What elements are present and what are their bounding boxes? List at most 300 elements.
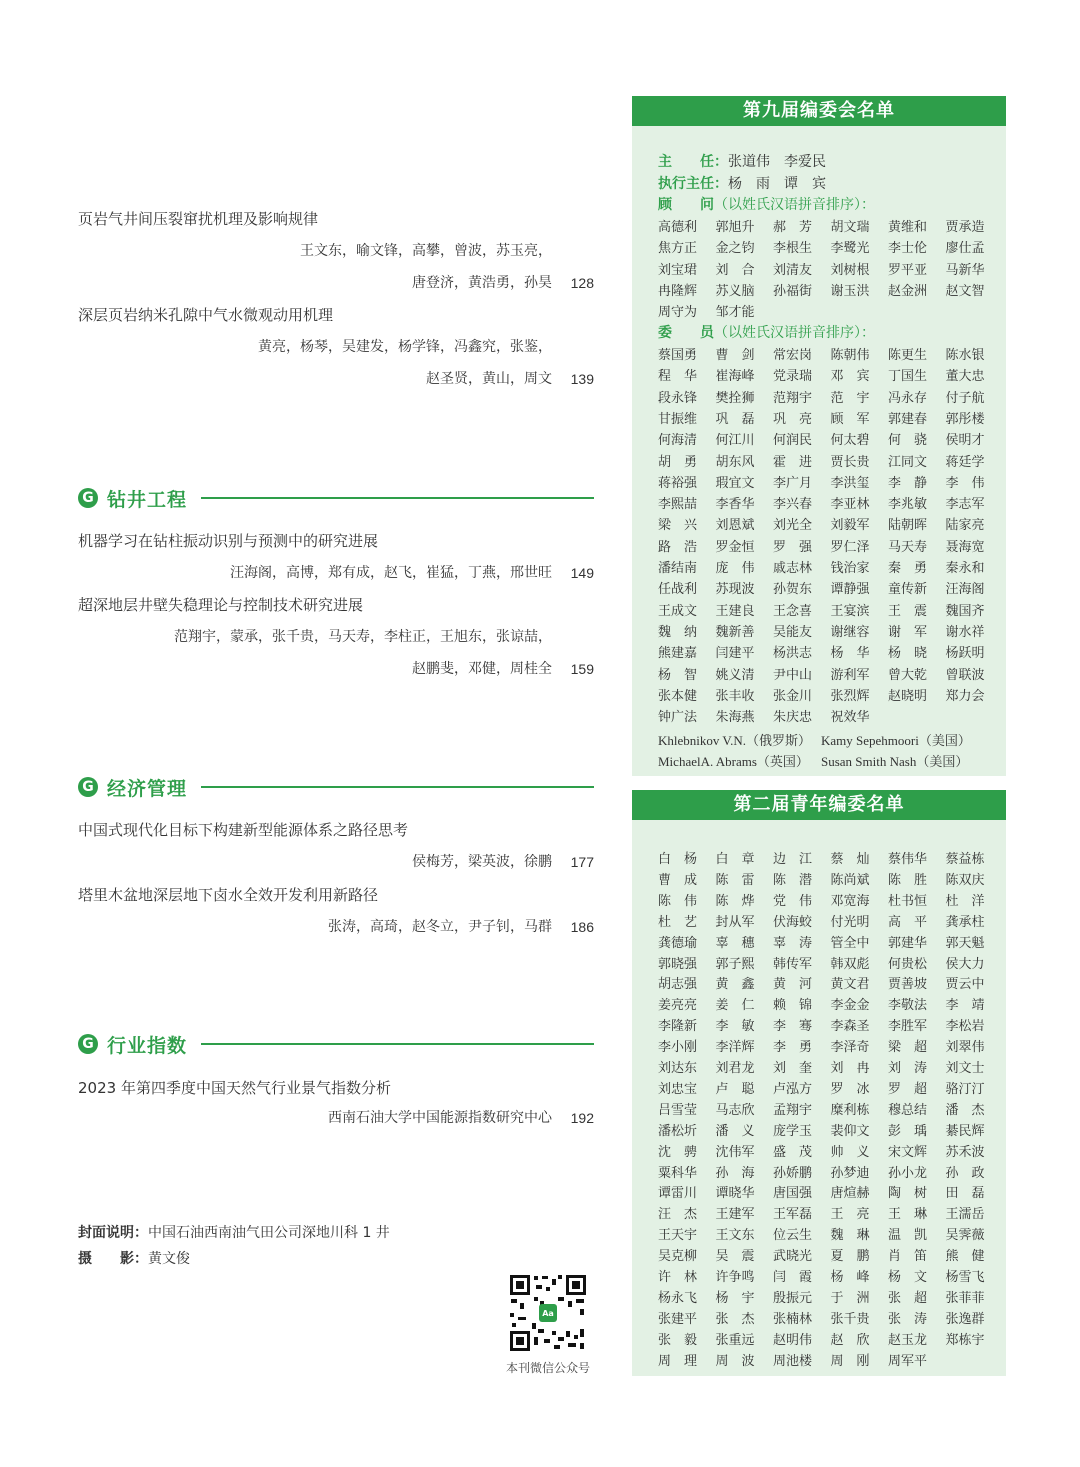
member-name: 帅 义	[830, 1144, 870, 1160]
member-name: 李小刚	[658, 1040, 698, 1056]
member-name: 赖 锦	[773, 998, 813, 1014]
section-divider	[201, 497, 594, 499]
member-name: 潘松圻	[658, 1123, 698, 1139]
section-title: 经济管理	[107, 777, 188, 800]
member-name: 庞 伟	[715, 561, 755, 576]
member-name: 张烈辉	[830, 688, 870, 704]
advisor-label: 顾 问	[658, 197, 714, 213]
member-name: 刘文士	[945, 1061, 985, 1076]
member-name: 夏 鹏	[830, 1249, 870, 1265]
chair-label: 主 任：	[658, 154, 728, 170]
member-name: 何海清	[658, 433, 698, 449]
member-name: 童传新	[888, 582, 928, 598]
member-name: 瑕宜文	[715, 475, 755, 491]
member-name: 宋文辉	[888, 1144, 928, 1160]
section-header	[78, 1030, 594, 1058]
article-page: 159	[570, 661, 594, 677]
member-name: 曹 成	[658, 872, 698, 888]
member-name: 杜 艺	[658, 914, 698, 930]
member-name: 贾长贵	[830, 454, 870, 470]
member-name: 高德利	[658, 220, 698, 235]
member-heading	[658, 323, 875, 343]
member-name: 贾善坡	[888, 977, 928, 993]
member-name: 李志军	[945, 497, 985, 513]
member-name: 杨 宇	[715, 1290, 755, 1306]
member-name: 白 章	[715, 852, 755, 867]
member-name: 郭建春	[888, 411, 928, 427]
member-name: 孙福街	[773, 283, 813, 299]
member-name: 李鹭光	[830, 241, 870, 257]
member-name: 刘忠宝	[658, 1081, 698, 1097]
youth-board-panel	[632, 790, 1006, 1376]
member-name: 贾承造	[945, 220, 985, 235]
article-title[interactable]: 塔里木盆地深层地下卤水全效开发利用新路径	[78, 886, 379, 904]
member-name: 杨 晓	[888, 646, 928, 662]
article-authors	[78, 272, 598, 294]
member-name: 边 江	[773, 852, 813, 867]
member-name: 白 杨	[658, 852, 698, 867]
member-name: 吴克柳	[658, 1249, 698, 1265]
member-name: 孟翔宇	[773, 1102, 813, 1118]
member-name: 秦永和	[945, 561, 985, 576]
article-authors	[78, 851, 598, 873]
member-name: 李敬法	[888, 998, 928, 1014]
member-name: 黄 河	[773, 977, 813, 993]
member-name: 梁 兴	[658, 518, 698, 534]
member-name: 刘宝珺	[658, 262, 698, 278]
member-name: 王宴滨	[830, 603, 870, 619]
member-name: 李隆新	[658, 1019, 698, 1035]
member-name: 杨洪志	[773, 646, 813, 662]
member-name: 周军平	[888, 1353, 928, 1369]
section-g-icon: G	[78, 1034, 98, 1054]
member-name: 吕雪莹	[658, 1102, 698, 1118]
member-name: 赵玉龙	[888, 1332, 928, 1348]
member-name: 谢玉洪	[830, 283, 870, 299]
member-name: 熊 健	[945, 1249, 985, 1265]
cover-description-value: 中国石油西南油气田公司深地川科 1 井	[148, 1225, 390, 1241]
member-name: 魏 纳	[658, 624, 698, 640]
member-name: 刘 冉	[830, 1061, 870, 1076]
member-name: 陈 烨	[715, 893, 755, 909]
member-name: 魏新善	[715, 624, 755, 640]
article-title[interactable]: 深层页岩纳米孔隙中气水微观动用机理	[78, 306, 334, 324]
member-name: 张 超	[888, 1290, 928, 1306]
member-name: 张重远	[715, 1332, 755, 1348]
member-name: 杨 华	[830, 646, 870, 662]
member-name: 任战利	[658, 582, 698, 598]
member-name: 戚志林	[773, 561, 813, 576]
member-name: 蔡伟华	[888, 852, 928, 867]
member-name: 周 刚	[830, 1353, 870, 1369]
member-name: 王成文	[658, 603, 698, 619]
member-name: 祝效华	[830, 710, 870, 726]
member-name: 王天宇	[658, 1228, 698, 1244]
member-name: 郭晓强	[658, 956, 698, 972]
member-name: 韩双彪	[830, 956, 870, 972]
member-name: 王念喜	[773, 603, 813, 619]
executive-chair-row	[658, 174, 826, 194]
member-name: 朱海燕	[715, 710, 755, 726]
article-authors	[78, 562, 598, 584]
member-name: 李士伦	[888, 241, 928, 257]
foreign-member: Kamy Sepehmoori（美国）	[821, 733, 971, 748]
article-authors: 范翔宇，蒙承，张千贵，马天寿，李柱正，王旭东，张谅喆，	[174, 629, 552, 645]
member-name: 刘清友	[773, 262, 813, 278]
member-name: 王建军	[715, 1207, 755, 1223]
member-name: 位云生	[773, 1228, 813, 1244]
member-name: 魏 琳	[830, 1228, 870, 1244]
member-name: 许争鸣	[715, 1270, 755, 1285]
member-name: 常宏岗	[773, 348, 813, 363]
member-name: 谭雷川	[658, 1186, 698, 1202]
member-name: 粟科华	[658, 1165, 698, 1181]
member-name: 綦民辉	[945, 1123, 985, 1139]
chair-names: 张道伟 李爱民	[728, 154, 826, 170]
member-name: 郑力会	[945, 688, 985, 704]
member-name: 唐国强	[773, 1186, 813, 1202]
member-name: 张 杰	[715, 1311, 755, 1327]
member-name: 姚义清	[715, 667, 755, 683]
member-name: 陶 树	[888, 1186, 928, 1202]
member-name: 韩传军	[773, 956, 813, 972]
member-name: 郭彤楼	[945, 411, 985, 427]
executive-chair-names: 杨 雨 谭 宾	[728, 176, 826, 192]
member-name: 刘 合	[715, 262, 755, 278]
member-name: 盛 茂	[773, 1144, 813, 1160]
member-name: 范 宇	[830, 390, 870, 406]
member-note: （以姓氏汉语拼音排序）：	[714, 325, 875, 341]
member-name: 周池楼	[773, 1353, 813, 1369]
member-name: 侯明才	[945, 433, 985, 449]
member-name: 潘 杰	[945, 1102, 985, 1118]
cover-photographer	[78, 1246, 190, 1272]
member-name: 张建平	[658, 1311, 698, 1327]
member-name: 于 洲	[830, 1290, 870, 1306]
advisor-note: （以姓氏汉语拼音排序）：	[714, 197, 875, 213]
member-name: 郑栋宇	[945, 1332, 985, 1348]
member-name: 邓 宾	[830, 369, 870, 385]
member-name: 刘毅军	[830, 518, 870, 534]
member-name: 辜 穗	[715, 935, 755, 951]
member-name: 杨永飞	[658, 1290, 698, 1306]
member-name: 肖 笛	[888, 1249, 928, 1265]
article-title[interactable]: 2023 年第四季度中国天然气行业景气指数分析	[78, 1079, 391, 1097]
member-name: 李香华	[715, 497, 755, 513]
member-name: 张千贵	[830, 1311, 870, 1327]
article-authors-line: 赵圣贤，黄山，周文	[426, 371, 552, 387]
article-entry[interactable]	[78, 819, 598, 873]
wechat-qr-code[interactable]	[508, 1273, 588, 1353]
member-name: 张金川	[773, 688, 813, 704]
member-name: 李金金	[830, 998, 870, 1014]
member-name: 周 理	[658, 1353, 698, 1369]
article-authors: 王文东，喻文锋，高攀，曾波，苏玉亮，	[300, 243, 552, 259]
member-name: 何江川	[715, 433, 755, 449]
article-authors-line: 张涛，高琦，赵冬立，尹子钊，马群	[328, 919, 552, 935]
member-name: 李松岩	[945, 1019, 985, 1035]
member-name: 孙 政	[945, 1165, 985, 1181]
member-name: 焦方正	[658, 241, 698, 257]
member-name: 陈更生	[888, 348, 928, 363]
section-g-icon: G	[78, 777, 98, 797]
member-name: 李熙喆	[658, 497, 698, 513]
member-name: 何贵松	[888, 956, 928, 972]
member-name: 封从军	[715, 914, 755, 930]
member-name: 邹才能	[715, 305, 755, 321]
member-name: 付子航	[945, 390, 985, 406]
member-name: 贾云中	[945, 977, 985, 993]
member-name: 罗仁泽	[830, 539, 870, 555]
member-label: 委 员	[658, 325, 714, 341]
executive-chair-label: 执行主任：	[658, 176, 728, 192]
member-name: 谭晓华	[715, 1186, 755, 1202]
member-name: 李洪玺	[830, 475, 870, 491]
member-name: 周 波	[715, 1353, 755, 1369]
member-name: 李亚林	[830, 497, 870, 513]
member-name: 管全中	[830, 935, 870, 951]
member-name: 魏国齐	[945, 603, 985, 619]
member-name: 胡志强	[658, 977, 698, 993]
member-name: 温 凯	[888, 1228, 928, 1244]
member-name: 闫 霞	[773, 1270, 813, 1285]
member-name: 刘翠伟	[945, 1040, 985, 1056]
editorial-board-panel	[632, 96, 1006, 776]
member-name: 蔡 灿	[830, 852, 870, 867]
member-name: 龚德瑜	[658, 935, 698, 951]
member-name: 侯大力	[945, 956, 985, 972]
article-title[interactable]: 页岩气井间压裂窜扰机理及影响规律	[78, 210, 319, 228]
member-name: 陈 雷	[715, 872, 755, 888]
member-name: 周守为	[658, 305, 698, 321]
member-name: 沈伟军	[715, 1144, 755, 1160]
section-header	[78, 773, 594, 801]
member-name: 潘 义	[715, 1123, 755, 1139]
member-name: 罗 冰	[830, 1081, 870, 1097]
qr-caption: 本刊微信公众号	[505, 1361, 590, 1375]
member-name: 彭 瑀	[888, 1123, 928, 1139]
member-name: 金之钧	[715, 241, 755, 257]
member-name: 武晓光	[773, 1249, 813, 1265]
member-name: 冯永存	[888, 390, 928, 406]
article-entry[interactable]	[78, 530, 598, 584]
member-name: 杜书恒	[888, 893, 928, 909]
article-authors: 黄亮，杨琴，吴建发，杨学锋，冯鑫究，张鉴，	[258, 339, 552, 355]
member-name: 何 骁	[888, 433, 928, 449]
member-name: 游利军	[830, 667, 870, 683]
member-name: 殷振元	[773, 1290, 813, 1306]
member-name: 陈尚斌	[830, 872, 870, 888]
svg-text:Aa: Aa	[542, 1309, 554, 1318]
member-name: 许 林	[658, 1270, 698, 1285]
member-name: 陈双庆	[945, 872, 985, 888]
article-entry[interactable]	[78, 594, 598, 680]
member-name: 李森圣	[830, 1019, 870, 1035]
member-name: 陈 伟	[658, 893, 698, 909]
member-name: 孙梦迪	[830, 1165, 870, 1181]
member-name: 张 涛	[888, 1311, 928, 1327]
member-name: 李根生	[773, 241, 813, 257]
article-entry[interactable]	[78, 884, 598, 938]
chair-row	[658, 152, 826, 172]
foreign-member: MichaelA. Abrams（英国）	[658, 754, 809, 769]
advisor-heading	[658, 195, 875, 215]
member-name: 朱庆忠	[773, 710, 813, 726]
article-entry[interactable]	[78, 304, 598, 390]
member-name: 杨跃明	[945, 646, 985, 662]
member-name: 蔡国勇	[658, 348, 698, 363]
member-name: 熊建嘉	[658, 646, 698, 662]
member-name: 李 骞	[773, 1019, 813, 1035]
article-entry[interactable]	[78, 208, 598, 294]
member-name: 杨 文	[888, 1270, 928, 1285]
member-name: 苏禾波	[945, 1144, 985, 1160]
member-name: 范翔宇	[773, 390, 813, 406]
member-name: 王建良	[715, 603, 755, 619]
member-name: 辜 涛	[773, 935, 813, 951]
member-name: 蒋裕强	[658, 475, 698, 491]
article-title[interactable]: 机器学习在钻柱振动识别与预测中的研究进展	[78, 532, 379, 550]
member-name: 尹中山	[773, 667, 813, 683]
article-authors-line: 侯梅芳，梁英波，徐鹏	[412, 854, 552, 870]
member-name: 陈水银	[945, 348, 985, 363]
member-name: 程 华	[658, 369, 698, 385]
member-name: 罗 强	[773, 539, 813, 555]
member-name: 张楠林	[773, 1311, 813, 1327]
member-name: 巩 亮	[773, 411, 813, 427]
member-name: 刘树根	[830, 262, 870, 278]
member-name: 汪 杰	[658, 1207, 698, 1223]
member-name: 杨雪飞	[945, 1270, 985, 1285]
member-name: 江同文	[888, 454, 928, 470]
member-name: 黄 鑫	[715, 977, 755, 993]
member-name: 冉隆辉	[658, 283, 698, 299]
member-name: 张逸群	[945, 1311, 985, 1327]
member-name: 罗 超	[888, 1081, 928, 1097]
member-name: 刘达东	[658, 1061, 698, 1076]
member-name: 李广月	[773, 475, 813, 491]
member-name: 吴霁薇	[945, 1228, 985, 1244]
member-name: 唐煊赫	[830, 1186, 870, 1202]
member-name: 刘 奎	[773, 1061, 813, 1076]
article-page: 139	[570, 371, 594, 387]
article-title[interactable]: 超深地层井壁失稳理论与控制技术研究进展	[78, 596, 364, 614]
member-name: 钱治家	[830, 561, 870, 576]
member-name: 蔡益栋	[945, 852, 985, 867]
member-name: 黄文君	[830, 977, 870, 993]
member-name: 秦 勇	[888, 561, 928, 576]
member-name: 罗平亚	[888, 262, 928, 278]
member-name: 杜 洋	[945, 893, 985, 909]
article-authors	[78, 916, 598, 938]
member-name: 李 敏	[715, 1019, 755, 1035]
member-name: 赵金洲	[888, 283, 928, 299]
member-name: 张丰收	[715, 688, 755, 704]
member-name: 李胜军	[888, 1019, 928, 1035]
member-name: 曾大乾	[888, 667, 928, 683]
member-name: 赵明伟	[773, 1332, 813, 1348]
member-name: 党录瑞	[773, 369, 813, 385]
member-name: 陈朝伟	[830, 348, 870, 363]
member-name: 罗金恒	[715, 539, 755, 555]
member-name: 崔海峰	[715, 369, 755, 385]
member-name: 何润民	[773, 433, 813, 449]
cover-description	[78, 1220, 390, 1246]
member-name: 赵 欣	[830, 1332, 870, 1348]
member-name: 潘结南	[658, 561, 698, 576]
article-authors	[78, 658, 598, 680]
member-name: 曹 剑	[715, 348, 755, 363]
member-name: 吴能友	[773, 624, 813, 640]
member-name: 郝 芳	[773, 220, 813, 235]
article-authors	[78, 368, 598, 390]
member-name: 张本健	[658, 688, 698, 704]
article-page: 177	[570, 854, 594, 870]
member-name: 谢 军	[888, 624, 928, 640]
member-name: 甘振维	[658, 411, 698, 427]
member-name: 路 浩	[658, 539, 698, 555]
article-page: 186	[570, 919, 594, 935]
member-name: 郭建华	[888, 935, 928, 951]
member-name: 聂海宽	[945, 539, 985, 555]
article-authors-line: 赵鹏斐，邓健，周桂全	[412, 661, 552, 677]
member-name: 李洋辉	[715, 1040, 755, 1056]
member-name: 庞学玉	[773, 1123, 813, 1139]
article-page: 149	[570, 565, 594, 581]
member-name: 谢继容	[830, 624, 870, 640]
member-name: 段永锋	[658, 390, 698, 406]
member-name: 伏海蛟	[773, 914, 813, 930]
panel-title: 第九届编委会名单	[632, 96, 1006, 126]
member-name: 董大忠	[945, 369, 985, 385]
member-name: 穆总结	[888, 1102, 928, 1118]
member-name: 赵晓明	[888, 688, 928, 704]
article-page: 192	[570, 1110, 594, 1126]
article-title[interactable]: 中国式现代化目标下构建新型能源体系之路径思考	[78, 821, 409, 839]
member-name: 马天寿	[888, 539, 928, 555]
member-name: 刘君龙	[715, 1061, 755, 1076]
cover-description-label: 封面说明：	[78, 1225, 148, 1241]
member-name: 李兴春	[773, 497, 813, 513]
article-authors-line: 汪海阁，高博，郑有成，赵飞，崔猛，丁燕，邢世旺	[230, 565, 552, 581]
member-name: 糜利栋	[830, 1102, 870, 1118]
section-divider	[201, 786, 594, 788]
member-name: 胡东风	[715, 454, 755, 470]
member-name: 王 琳	[888, 1207, 928, 1223]
member-name: 马志欣	[715, 1102, 755, 1118]
member-name: 曾联波	[945, 667, 985, 683]
section-header	[78, 484, 594, 512]
member-name: 卢 聪	[715, 1081, 755, 1097]
member-name: 骆汀汀	[945, 1081, 985, 1097]
member-name: 李 勇	[773, 1040, 813, 1056]
member-name: 胡 勇	[658, 454, 698, 470]
member-name: 姜亮亮	[658, 998, 698, 1014]
member-name: 陈 胜	[888, 872, 928, 888]
section-title: 钻井工程	[107, 488, 188, 511]
member-name: 李 伟	[945, 475, 985, 491]
article-entry[interactable]	[78, 1077, 598, 1129]
member-name: 刘光全	[773, 518, 813, 534]
member-name: 姜 仁	[715, 998, 755, 1014]
member-name: 汪海阁	[945, 582, 985, 598]
member-name: 裴仰文	[830, 1123, 870, 1139]
member-name: 顾 军	[830, 411, 870, 427]
member-name: 杨 峰	[830, 1270, 870, 1285]
member-name: 沈 骋	[658, 1144, 698, 1160]
member-name: 陆朝晖	[888, 518, 928, 534]
cover-photographer-value: 黄文俊	[148, 1251, 190, 1267]
